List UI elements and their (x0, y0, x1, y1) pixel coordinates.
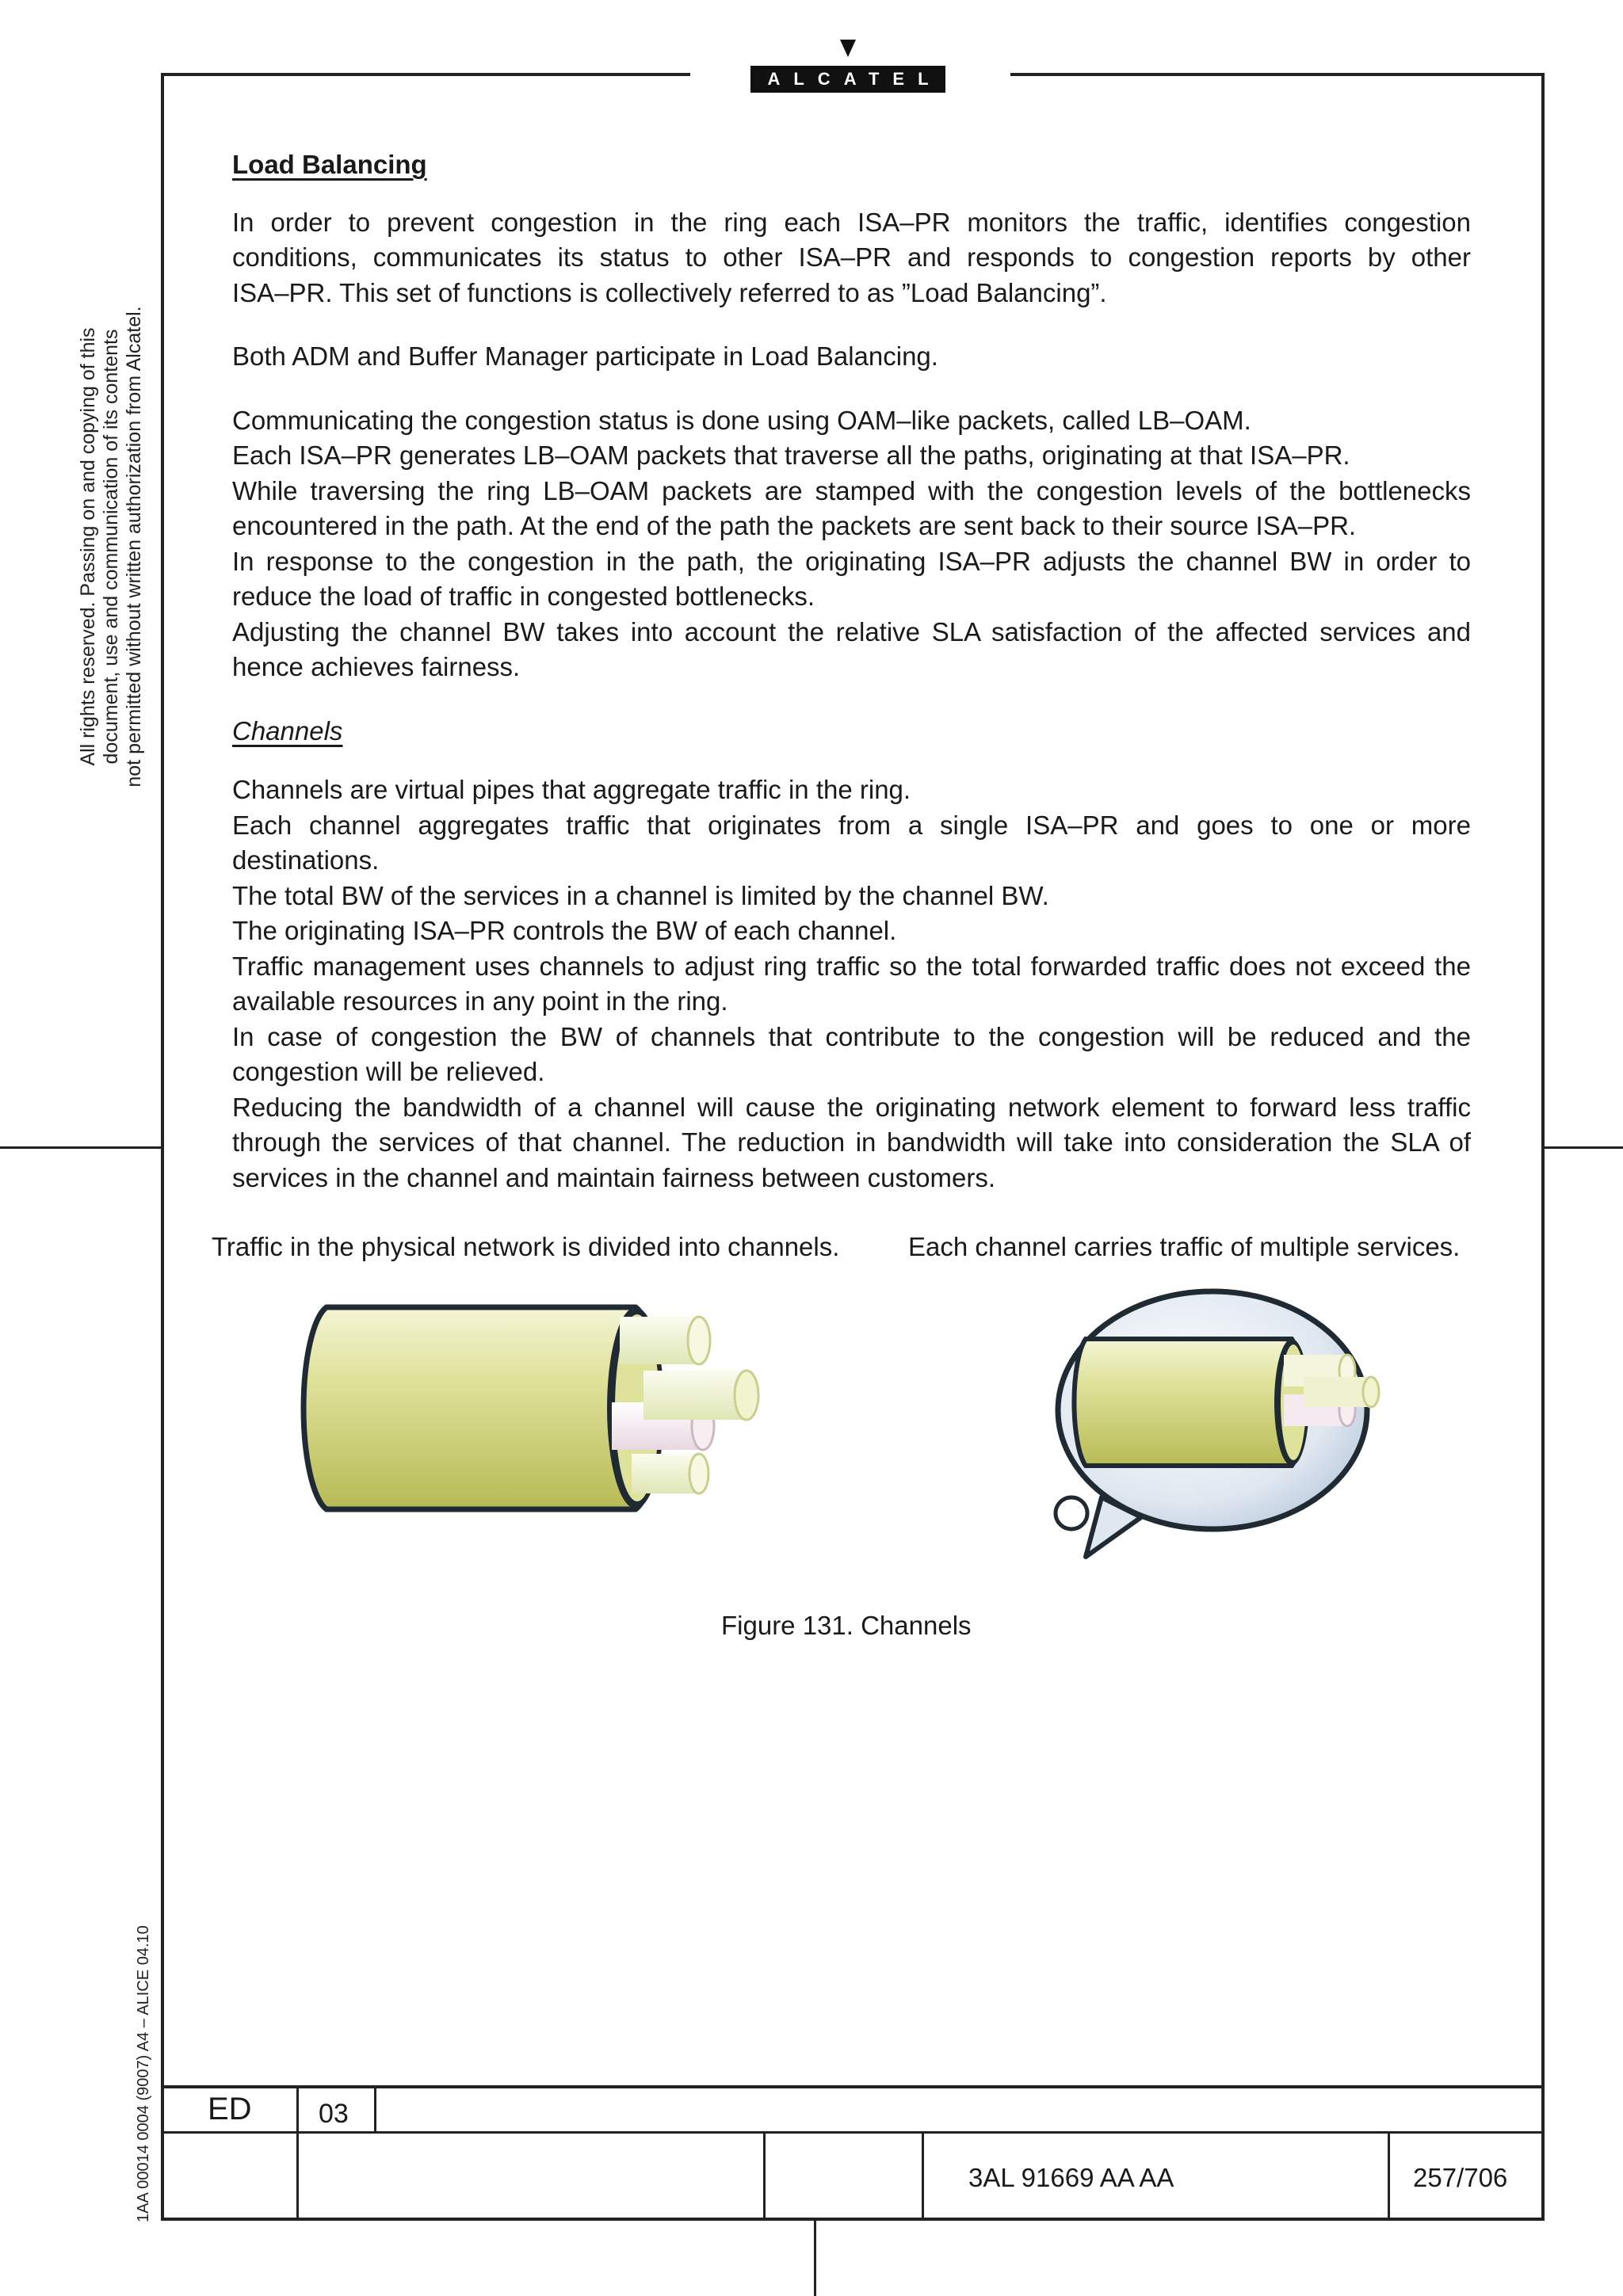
text-line: services in the channel and maintain fairness between customers. (232, 1162, 996, 1192)
text-line: ISA–PR. This set of functions is collectively referred to as ”Load Balancing”. (232, 277, 1107, 307)
copyright-line-3: not permitted without written authorization from Alcatel. (123, 306, 145, 788)
text-line: The originating ISA–PR controls the BW of each channel. (232, 916, 897, 945)
cut-mark-bottom (814, 2220, 816, 2296)
text-line: hence achieves fairness. (232, 652, 521, 681)
page-number: 257/706 (1413, 2163, 1508, 2192)
paragraph-lb-oam (232, 403, 1471, 685)
text-line: Channels are virtual pipes that aggregate traffic in the ring. (232, 775, 911, 804)
channel-magnified-illustration (1030, 1283, 1395, 1561)
edition-label: ED (208, 2092, 252, 2126)
form-code: 1AA 00014 0004 (9007) A4 – ALICE 04.10 (135, 1925, 152, 2222)
inner-channel-tubes (612, 1317, 758, 1493)
frame-top-left (161, 73, 690, 76)
text-line: Each ISA–PR generates LB–OAM packets that traverse all the paths, originating at that ISA–PR. (232, 441, 1350, 470)
copyright-notice (77, 269, 146, 824)
text-line: Traffic management uses channels to adjust ring traffic so the total forwarded traffic does not exceed the (232, 951, 1471, 981)
cable-illustration (295, 1291, 770, 1529)
text-line: In case of congestion the BW of channels that contribute to the congestion will be reduced and the (232, 1021, 1471, 1051)
footer-divider (763, 2131, 766, 2220)
edition-value: 03 (319, 2099, 349, 2129)
frame-top-right (1010, 73, 1545, 76)
footer-rule-bottom (161, 2218, 1545, 2221)
text-line: reduce the load of traffic in congested bottlenecks. (232, 582, 815, 611)
text-line: Reducing the bandwidth of a channel will cause the originating network element to forward less traffic (232, 1092, 1471, 1122)
document-reference: 3AL 91669 AA AA (968, 2163, 1174, 2192)
text-line: The total BW of the services in a channel is limited by the channel BW. (232, 880, 1049, 910)
alcatel-logo (749, 40, 947, 95)
subsection-title: Channels (232, 715, 343, 746)
text-line: In order to prevent congestion in the ring each ISA–PR monitors the traffic, identifies congestion (232, 207, 1471, 237)
paragraph-intro (232, 205, 1471, 311)
paragraph-participants (232, 339, 1471, 375)
text-line: Both ADM and Buffer Manager participate in Load Balancing. (232, 341, 938, 371)
figure-caption: Figure 131. Channels (721, 1611, 972, 1640)
frame-left (161, 73, 164, 2220)
text-line: conditions, communicates its status to other ISA–PR and responds to congestion reports by other (232, 242, 1471, 272)
paragraph-channels (232, 772, 1471, 1196)
footer-rule-mid (161, 2131, 1545, 2134)
footer-divider (1388, 2131, 1390, 2220)
section-title: Load Balancing (232, 150, 427, 179)
footer-divider (374, 2085, 376, 2133)
logo-text: ALCATEL (750, 66, 945, 93)
text-line: Adjusting the channel BW takes into account the relative SLA satisfaction of the affected services and (232, 616, 1471, 646)
text-line: While traversing the ring LB–OAM packets are stamped with the congestion levels of the bottlenecks (232, 475, 1471, 505)
text-line: encountered in the path. At the end of the path the packets are sent back to their source ISA–PR. (232, 511, 1357, 540)
text-line: through the services of that channel. The reduction in bandwidth will take into consideration the SLA of (232, 1127, 1471, 1157)
cut-mark-right (1545, 1146, 1623, 1149)
text-line: Each channel aggregates traffic that originates from a single ISA–PR and goes to one or more (232, 810, 1471, 840)
logo-triangle-icon (840, 40, 856, 57)
figure-caption-left: Traffic in the physical network is divided into channels. (212, 1232, 840, 1261)
main-content (232, 143, 1471, 1224)
outer-cable (304, 1307, 664, 1509)
copyright-line-2: document, use and communication of its contents (100, 329, 122, 765)
footer-rule-top (161, 2085, 1545, 2088)
footer-divider (296, 2085, 299, 2220)
footer-divider (922, 2131, 924, 2220)
figure-caption-right: Each channel carries traffic of multiple services. (908, 1232, 1461, 1261)
copyright-line-1: All rights reserved. Passing on and copying of this (77, 327, 99, 766)
text-line: available resources in any point in the ring. (232, 986, 728, 1016)
text-line: Communicating the congestion status is done using OAM–like packets, called LB–OAM. (232, 405, 1251, 435)
text-line: congestion will be relieved. (232, 1057, 545, 1086)
cut-mark-left (0, 1146, 161, 1149)
text-line: In response to the congestion in the path, the originating ISA–PR adjusts the channel BW in order to (232, 546, 1471, 576)
text-line: destinations. (232, 845, 380, 875)
